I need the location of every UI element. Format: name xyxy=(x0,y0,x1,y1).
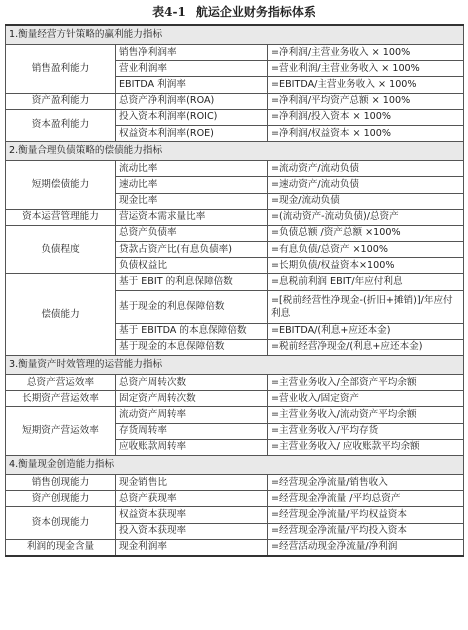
table-body xyxy=(6,25,464,556)
table-row xyxy=(6,45,464,61)
indicator-cell: 权益资本利润率(ROE) xyxy=(116,125,268,141)
formula-cell: =息税前利润 EBIT/年应付利息 xyxy=(268,274,464,290)
table-row xyxy=(6,391,464,407)
indicator-cell: 基于 EBITDA 的本息保障倍数 xyxy=(116,323,268,339)
formula-cell: =(流动资产-流动负债)/总资产 xyxy=(268,209,464,225)
indicator-cell: 投入资本利润率(ROIC) xyxy=(116,109,268,125)
table-number: 表4-1 xyxy=(152,5,186,19)
formula-cell: =流动资产/流动负债 xyxy=(268,161,464,177)
indicator-cell: 速动比率 xyxy=(116,177,268,193)
table-row xyxy=(6,93,464,109)
indicator-cell: 基于现金的本息保障倍数 xyxy=(116,339,268,355)
indicator-cell: 存货周转率 xyxy=(116,423,268,439)
indicator-cell: 营运资本需求量比率 xyxy=(116,209,268,225)
indicator-cell: 基于现金的利息保障倍数 xyxy=(116,290,268,323)
section-header: 3.衡量资产时效管理的运营能力指标 xyxy=(6,356,464,375)
financial-indicator-table xyxy=(5,24,464,557)
formula-cell: =速动资产/流动负债 xyxy=(268,177,464,193)
section-header: 4.衡量现金创造能力指标 xyxy=(6,455,464,474)
formula-cell: =净利润/投入资本 × 100% xyxy=(268,109,464,125)
indicator-cell: 权益资本获现率 xyxy=(116,507,268,523)
category-cell: 资本运营管理能力 xyxy=(6,209,116,225)
formula-cell: =净利润/权益资本 × 100% xyxy=(268,125,464,141)
indicator-cell: 基于 EBIT 的利息保障倍数 xyxy=(116,274,268,290)
formula-cell: =负债总额 /资产总额 ×100% xyxy=(268,225,464,241)
indicator-cell: 总资产净利润率(ROA) xyxy=(116,93,268,109)
indicator-cell: 固定资产周转次数 xyxy=(116,391,268,407)
indicator-cell: 应收账款周转率 xyxy=(116,439,268,455)
indicator-cell: 营业利润率 xyxy=(116,61,268,77)
table-title xyxy=(0,3,468,21)
category-cell: 总资产营运效率 xyxy=(6,375,116,391)
formula-cell: =主营业务收入/全部资产平均余额 xyxy=(268,375,464,391)
indicator-cell: EBITDA 利润率 xyxy=(116,77,268,93)
formula-cell: =长期负债/权益资本×100% xyxy=(268,258,464,274)
indicator-cell: 投入资本获现率 xyxy=(116,523,268,539)
formula-cell: =主营业务收入/流动资产平均余额 xyxy=(268,407,464,423)
formula-cell: =[税前经营性净现金-(折旧+摊销)]/年应付利息 xyxy=(268,290,464,323)
section-header-row xyxy=(6,455,464,474)
indicator-cell: 贷款占资产比(有息负债率) xyxy=(116,242,268,258)
formula-cell: =现金/流动负债 xyxy=(268,193,464,209)
formula-cell: =经营现金净流量/平均投入资本 xyxy=(268,523,464,539)
category-cell: 资产创现能力 xyxy=(6,491,116,507)
table-caption: 航运企业财务指标体系 xyxy=(195,5,316,19)
formula-cell: =主营业务收入/平均存货 xyxy=(268,423,464,439)
indicator-cell: 总资产周转次数 xyxy=(116,375,268,391)
indicator-cell: 现金销售比 xyxy=(116,474,268,490)
table-row xyxy=(6,407,464,423)
formula-cell: =税前经营净现金/(利息+应还本金) xyxy=(268,339,464,355)
formula-cell: =EBITDA/(利息+应还本金) xyxy=(268,323,464,339)
table-row xyxy=(6,539,464,556)
formula-cell: =有息负债/总资产 ×100% xyxy=(268,242,464,258)
table-row xyxy=(6,161,464,177)
table-row xyxy=(6,274,464,290)
section-header-row xyxy=(6,25,464,45)
section-header-row xyxy=(6,356,464,375)
table-row xyxy=(6,474,464,490)
formula-cell: =经营现金净流量/销售收入 xyxy=(268,474,464,490)
category-cell: 短期资产营运效率 xyxy=(6,407,116,456)
category-cell: 短期偿债能力 xyxy=(6,161,116,210)
section-header-row xyxy=(6,142,464,161)
category-cell: 负债程度 xyxy=(6,225,116,274)
category-cell: 偿债能力 xyxy=(6,274,116,356)
indicator-cell: 销售净利润率 xyxy=(116,45,268,61)
formula-cell: =净利润/平均资产总额 × 100% xyxy=(268,93,464,109)
indicator-cell: 流动比率 xyxy=(116,161,268,177)
formula-cell: =EBITDA/主营业务收入 × 100% xyxy=(268,77,464,93)
category-cell: 资本创现能力 xyxy=(6,507,116,539)
formula-cell: =净利润/主营业务收入 × 100% xyxy=(268,45,464,61)
formula-cell: =经营活动现金净流量/净利润 xyxy=(268,539,464,556)
section-header: 1.衡量经营方针策略的赢利能力指标 xyxy=(6,25,464,45)
category-cell: 销售创现能力 xyxy=(6,474,116,490)
indicator-cell: 总资产负债率 xyxy=(116,225,268,241)
indicator-cell: 负债权益比 xyxy=(116,258,268,274)
indicator-cell: 总资产获现率 xyxy=(116,491,268,507)
formula-cell: =营业利润/主营业务收入 × 100% xyxy=(268,61,464,77)
formula-cell: =营业收入/固定资产 xyxy=(268,391,464,407)
section-header: 2.衡量合理负债策略的偿债能力指标 xyxy=(6,142,464,161)
table-row xyxy=(6,209,464,225)
formula-cell: =主营业务收入/ 应收账款平均余额 xyxy=(268,439,464,455)
indicator-cell: 现金利润率 xyxy=(116,539,268,556)
indicator-cell: 流动资产周转率 xyxy=(116,407,268,423)
table-row xyxy=(6,375,464,391)
formula-cell: =经营现金净流量 /平均总资产 xyxy=(268,491,464,507)
table-row xyxy=(6,491,464,507)
formula-cell: =经营现金净流量/平均权益资本 xyxy=(268,507,464,523)
table-row xyxy=(6,109,464,125)
table-row xyxy=(6,225,464,241)
category-cell: 长期资产营运效率 xyxy=(6,391,116,407)
category-cell: 利润的现金含量 xyxy=(6,539,116,556)
indicator-cell: 现金比率 xyxy=(116,193,268,209)
category-cell: 资产盈利能力 xyxy=(6,93,116,109)
table-row xyxy=(6,507,464,523)
category-cell: 资本盈利能力 xyxy=(6,109,116,141)
category-cell: 销售盈利能力 xyxy=(6,45,116,94)
